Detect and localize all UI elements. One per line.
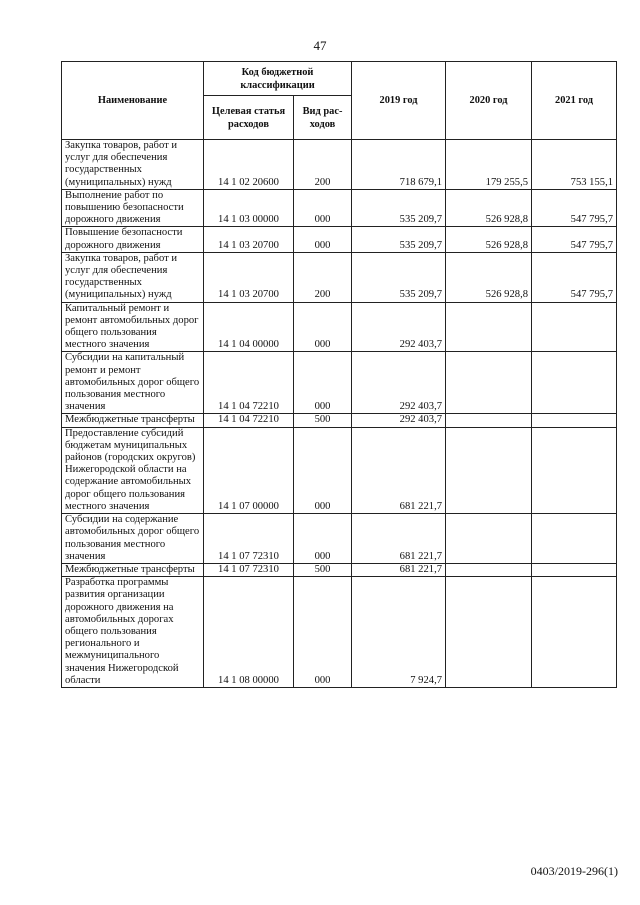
row-name: Повышение безопасности дорожного движения [62,227,204,252]
row-2021 [532,514,617,564]
table-row [62,514,617,564]
row-kind: 000 [294,352,352,414]
page-number: 47 [313,38,327,53]
row-2020 [446,577,532,688]
row-2019: 718 679,1 [352,140,446,190]
row-name: Предоставление субсидий бюджетам муниципальных районов (городских округов) Нижегородской области на содержание автомобильных дорог общего пользования местного значения [62,427,204,513]
row-name: Разработка программы развития организации дорожного движения на автомобильных дорогах общего пользования регионального и межмуниципального значения Нижегородской области [62,577,204,688]
row-kind: 500 [294,414,352,427]
row-2020: 526 928,8 [446,252,532,302]
header-budget-code: Код бюджетной классификации [204,62,352,96]
row-name: Закупка товаров, работ и услуг для обеспечения государственных (муниципальных) нужд [62,252,204,302]
row-code: 14 1 04 00000 [204,302,294,352]
table-row [62,577,617,688]
row-name: Межбюджетные трансферты [62,414,204,427]
row-2019: 292 403,7 [352,302,446,352]
header-2020: 2020 год [446,62,532,140]
row-2019: 7 924,7 [352,577,446,688]
row-kind: 200 [294,252,352,302]
row-code: 14 1 03 20700 [204,227,294,252]
row-2021 [532,414,617,427]
table-row [62,352,617,414]
row-2020 [446,427,532,513]
row-2019: 681 221,7 [352,514,446,564]
row-2021 [532,427,617,513]
table-row [62,414,617,427]
row-2019: 292 403,7 [352,414,446,427]
row-kind: 000 [294,514,352,564]
row-kind: 200 [294,140,352,190]
table-row [62,427,617,513]
row-2020: 526 928,8 [446,189,532,227]
row-kind: 000 [294,427,352,513]
row-code: 14 1 07 72310 [204,563,294,576]
row-2021 [532,352,617,414]
row-2021 [532,577,617,688]
row-name: Межбюджетные трансферты [62,563,204,576]
row-2020 [446,514,532,564]
row-code: 14 1 08 00000 [204,577,294,688]
header-target-article: Целевая статья расходов [204,96,294,140]
document-code: 0403/2019-296(1) [530,864,618,878]
row-kind: 000 [294,189,352,227]
row-2021: 753 155,1 [532,140,617,190]
header-name: Наименование [62,62,204,140]
row-2019: 535 209,7 [352,252,446,302]
row-2019: 535 209,7 [352,189,446,227]
row-2019: 681 221,7 [352,563,446,576]
row-name: Капитальный ремонт и ремонт автомобильных дорог общего пользования местного значения [62,302,204,352]
row-2020: 179 255,5 [446,140,532,190]
header-2019: 2019 год [352,62,446,140]
row-2020 [446,352,532,414]
row-2019: 535 209,7 [352,227,446,252]
header-2021: 2021 год [532,62,617,140]
row-2021: 547 795,7 [532,227,617,252]
row-name: Закупка товаров, работ и услуг для обеспечения государственных (муниципальных) нужд [62,140,204,190]
row-2019: 681 221,7 [352,427,446,513]
row-code: 14 1 03 00000 [204,189,294,227]
table-row [62,302,617,352]
row-2020 [446,563,532,576]
row-name: Выполнение работ по повышению безопасности дорожного движения [62,189,204,227]
table-row [62,189,617,227]
table-row [62,563,617,576]
row-2021 [532,563,617,576]
row-kind: 000 [294,302,352,352]
row-code: 14 1 03 20700 [204,252,294,302]
table-row [62,227,617,252]
table-row [62,140,617,190]
row-2021 [532,302,617,352]
row-kind: 000 [294,577,352,688]
row-name: Субсидии на содержание автомобильных дорог общего пользования местного значения [62,514,204,564]
row-2021: 547 795,7 [532,189,617,227]
row-name: Субсидии на капитальный ремонт и ремонт автомобильных дорог общего пользования местного значения [62,352,204,414]
row-2020 [446,414,532,427]
row-kind: 000 [294,227,352,252]
row-2020: 526 928,8 [446,227,532,252]
row-code: 14 1 07 00000 [204,427,294,513]
table-row [62,252,617,302]
row-2021: 547 795,7 [532,252,617,302]
row-2020 [446,302,532,352]
row-2019: 292 403,7 [352,352,446,414]
row-kind: 500 [294,563,352,576]
row-code: 14 1 02 20600 [204,140,294,190]
budget-table [61,61,617,688]
row-code: 14 1 07 72310 [204,514,294,564]
row-code: 14 1 04 72210 [204,352,294,414]
header-expense-type: Вид рас-ходов [294,96,352,140]
row-code: 14 1 04 72210 [204,414,294,427]
